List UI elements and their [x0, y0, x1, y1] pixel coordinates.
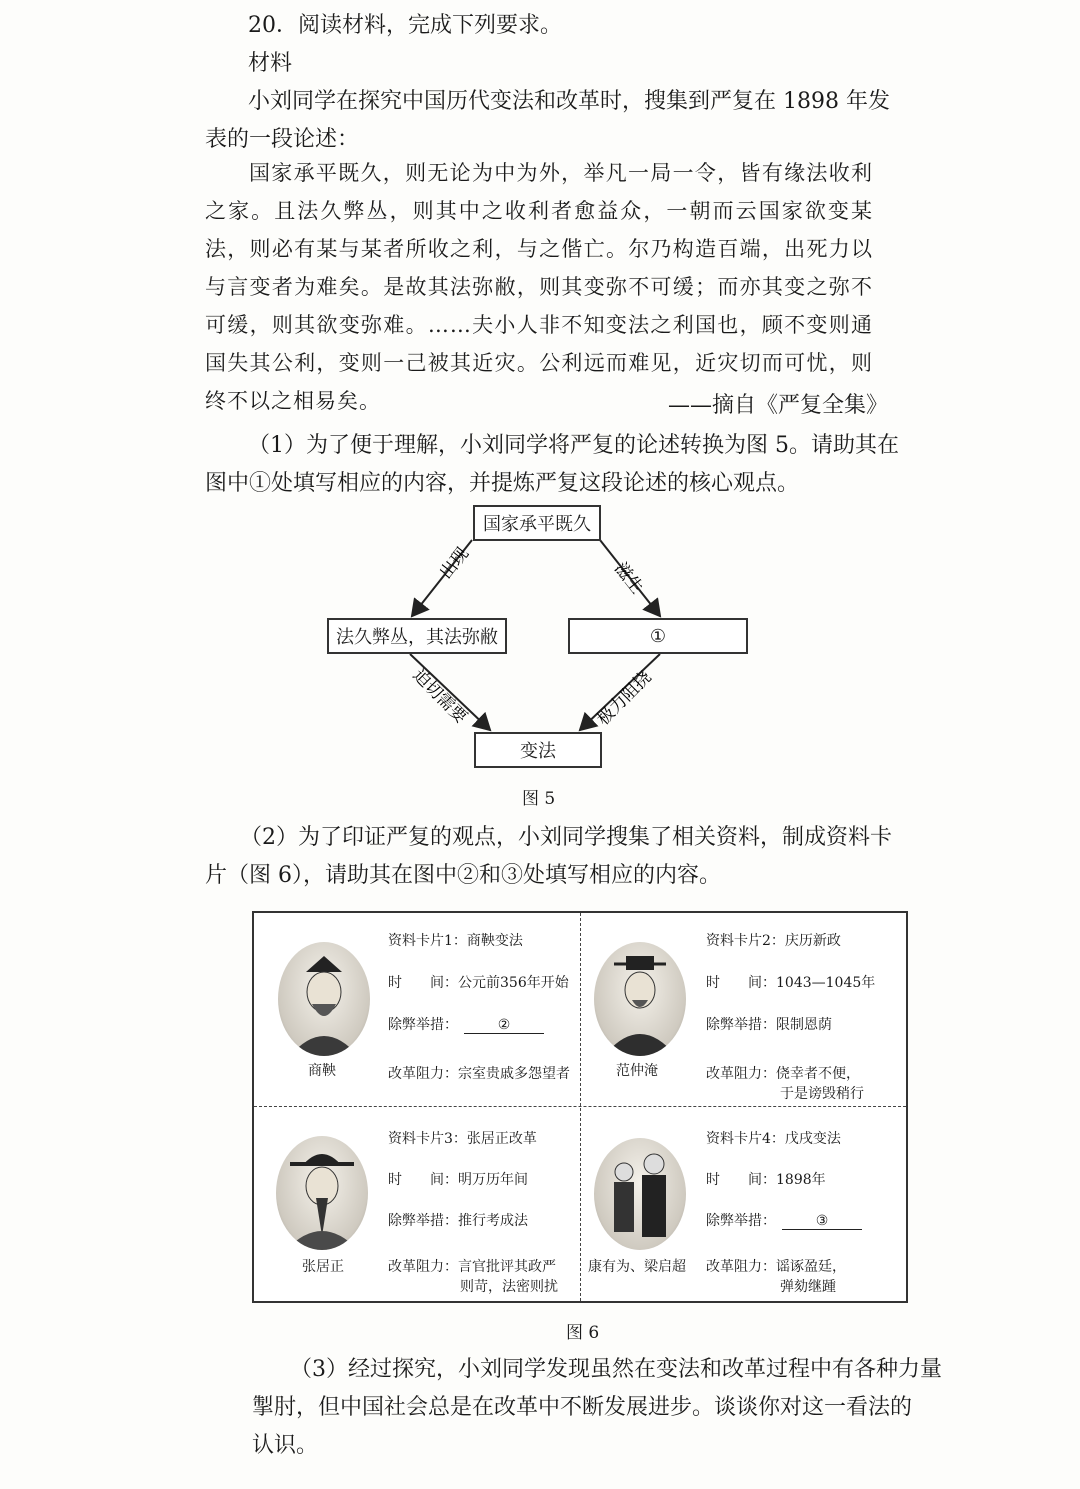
- card3-resist: 改革阻力：言官批评其政严: [388, 1259, 556, 1275]
- card3-time: 时 间：明万历年间: [388, 1172, 528, 1188]
- zhangjuzheng-portrait: [276, 1136, 368, 1250]
- q2-line-2: 片（图 6），请助其在图中②和③处填写相应的内容。: [205, 863, 721, 888]
- card4-resist: 改革阻力：谣诼盈廷，: [706, 1259, 846, 1275]
- card1-title: 资料卡片1：商鞅变法: [388, 933, 523, 949]
- material-label: 材料: [248, 51, 293, 76]
- figure6-divider-v: [580, 913, 581, 1301]
- card1-resist: 改革阻力：宗室贵戚多怨望者: [388, 1066, 570, 1082]
- figure6-divider-h: [254, 1106, 906, 1107]
- blank-3: ③: [782, 1213, 862, 1230]
- q2-line-1: （2）为了印证严复的观点，小刘同学搜集了相关资料，制成资料卡: [240, 825, 892, 850]
- quote-source: ——摘自《严复全集》: [668, 393, 889, 418]
- card3-measure: 除弊举措：推行考成法: [388, 1213, 528, 1229]
- fanzhongyan-portrait: [594, 942, 686, 1056]
- card2-measure: 除弊举措：限制恩荫: [706, 1017, 832, 1033]
- fig5-box-top: 国家承平既久: [473, 505, 601, 541]
- card1-time: 时 间：公元前356年开始: [388, 975, 569, 991]
- q3-line-2: 掣肘，但中国社会总是在改革中不断发展进步。谈谈你对这一看法的: [252, 1395, 913, 1420]
- card4-title: 资料卡片4：戊戌变法: [706, 1131, 841, 1147]
- card1-measure: 除弊举措： ②: [388, 1014, 544, 1034]
- card4-resist-2: 弹劾继踵: [780, 1279, 836, 1295]
- figure6-caption: 图 6: [566, 1323, 600, 1343]
- card2-resist: 改革阻力：侥幸者不便，: [706, 1066, 860, 1082]
- card3-resist-2: 则苛，法密则扰: [460, 1279, 558, 1295]
- intro-line-2: 表的一段论述：: [205, 127, 360, 152]
- label-zisheng: 滋生: [610, 558, 647, 598]
- card2-person: 范仲淹: [616, 1063, 658, 1079]
- q1-line-2: 图中①处填写相应的内容，并提炼严复这段论述的核心观点。: [205, 471, 800, 496]
- blank-2: ②: [464, 1017, 544, 1034]
- yanfu-quote: 国家承平既久，则无论为中为外，举凡一局一令，皆有缘法收利之家。且法久弊丛，则其中之收利者愈益众，一朝而云国家欲变某法，则必有某与某者所收之利，与之偕亡。尔乃构造百端，出死力以与言变者为难矣。是故其法弥敝，则其变弥不可缓；而亦其变之弥不可缓，则其欲变弥难。……夫小人非不知变法之利国也，顾不变则通国失其公利，变则一己被其近灾。公利远而难见，近灾切而可忧，则终不以之相易矣。: [205, 161, 873, 413]
- label-poqie: 迫切需要: [408, 665, 471, 728]
- card3-person: 张居正: [302, 1259, 344, 1275]
- shangyang-portrait: [278, 942, 370, 1056]
- fig5-box-bottom: 变法: [474, 732, 602, 768]
- card2-resist-2: 于是谤毁稍行: [780, 1086, 864, 1102]
- label-jili: 极力阻挠: [593, 667, 656, 730]
- card4-person: 康有为、梁启超: [588, 1259, 686, 1275]
- fig5-box-left: 法久弊丛，其法弥敝: [327, 618, 507, 654]
- fig5-box-right-blank: ①: [568, 618, 748, 654]
- q3-line-1: （3）经过探究，小刘同学发现虽然在变法和改革过程中有各种力量: [290, 1357, 942, 1382]
- q1-line-1: （1）为了便于理解，小刘同学将严复的论述转换为图 5。请助其在: [248, 433, 899, 458]
- card4-time: 时 间：1898年: [706, 1172, 826, 1188]
- card4-measure: 除弊举措： ③: [706, 1210, 862, 1230]
- card2-time: 时 间：1043—1045年: [706, 975, 876, 991]
- label-chuxian: 出现: [436, 543, 473, 584]
- kang-liang-photo: [594, 1138, 686, 1250]
- intro-line-1: 小刘同学在探究中国历代变法和改革时，搜集到严复在 1898 年发: [248, 89, 890, 114]
- question-title: 20．阅读材料，完成下列要求。: [248, 13, 562, 38]
- card3-title: 资料卡片3：张居正改革: [388, 1131, 537, 1147]
- figure5-caption: 图 5: [522, 789, 556, 809]
- card1-person: 商鞅: [308, 1063, 336, 1079]
- q3-line-3: 认识。: [252, 1433, 319, 1458]
- card2-title: 资料卡片2：庆历新政: [706, 933, 841, 949]
